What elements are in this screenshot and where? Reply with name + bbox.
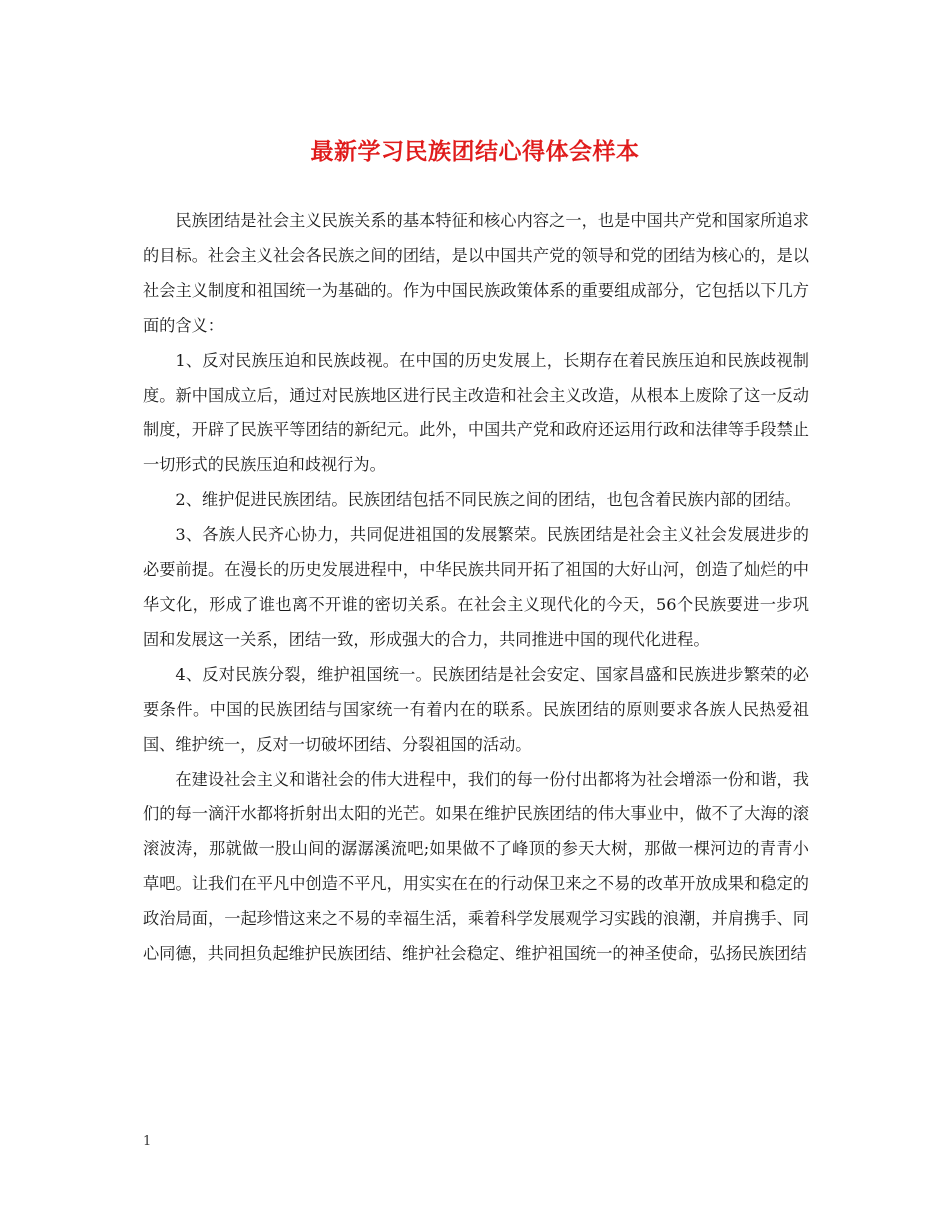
paragraph-point-4: 4、反对民族分裂，维护祖国统一。民族团结是社会安定、国家昌盛和民族进步繁荣的必要条件。中国的民族团结与国家统一有着内在的联系。民族团结的原则要求各族人民热爱祖国、维护统一，反对一切破坏团结、分裂祖国的活动。 — [143, 664, 809, 754]
paragraph-point-3: 3、各族人民齐心协力，共同促进祖国的发展繁荣。民族团结是社会主义社会发展进步的必要前提。在漫长的历史发展进程中，中华民族共同开拓了祖国的大好山河，创造了灿烂的中华文化，形成了谁也离不开谁的密切关系。在社会主义现代化的今天，56个民族要进一步巩固和发展这一关系，团结一致，形成强大的合力，共同推进中国的现代化进程。 — [143, 525, 809, 649]
paragraph-point-2: 2、维护促进民族团结。民族团结包括不同民族之间的团结，也包含着民族内部的团结。 — [175, 490, 801, 510]
page-number: 1 — [143, 1134, 152, 1149]
document-body — [143, 204, 809, 972]
paragraph-intro: 民族团结是社会主义民族关系的基本特征和核心内容之一，也是中国共产党和国家所追求的目标。社会主义社会各民族之间的团结，是以中国共产党的领导和党的团结为核心的，是以社会主义制度和祖国统一为基础的。作为中国民族政策体系的重要组成部分，它包括以下几方面的含义： — [143, 211, 809, 335]
paragraph-point-1: 1、反对民族压迫和民族歧视。在中国的历史发展上，长期存在着民族压迫和民族歧视制度。新中国成立后，通过对民族地区进行民主改造和社会主义改造，从根本上废除了这一反动制度，开辟了民族平等团结的新纪元。此外，中国共产党和政府还运用行政和法律等手段禁止一切形式的民族压迫和歧视行为。 — [143, 350, 809, 475]
document-title: 最新学习民族团结心得体会样本 — [310, 138, 640, 165]
paragraph-conclusion: 在建设社会主义和谐社会的伟大进程中，我们的每一份付出都将为社会增添一份和谐，我们的每一滴汗水都将折射出太阳的光芒。如果在维护民族团结的伟大事业中，做不了大海的滚滚波涛，那就做一股山间的潺潺溪流吧;如果做不了峰顶的参天大树，那做一棵河边的青青小草吧。让我们在平凡中创造不平凡，用实实在在的行动保卫来之不易的改革开放成果和稳定的政治局面，一起珍惜这来之不易的幸福生活，乘着科学发展观学习实践的浪潮，并肩携手、同心同德，共同担负起维护民族团结、维护社会稳定、维护祖国统一的神圣使命，弘扬民族团结 — [143, 769, 809, 964]
